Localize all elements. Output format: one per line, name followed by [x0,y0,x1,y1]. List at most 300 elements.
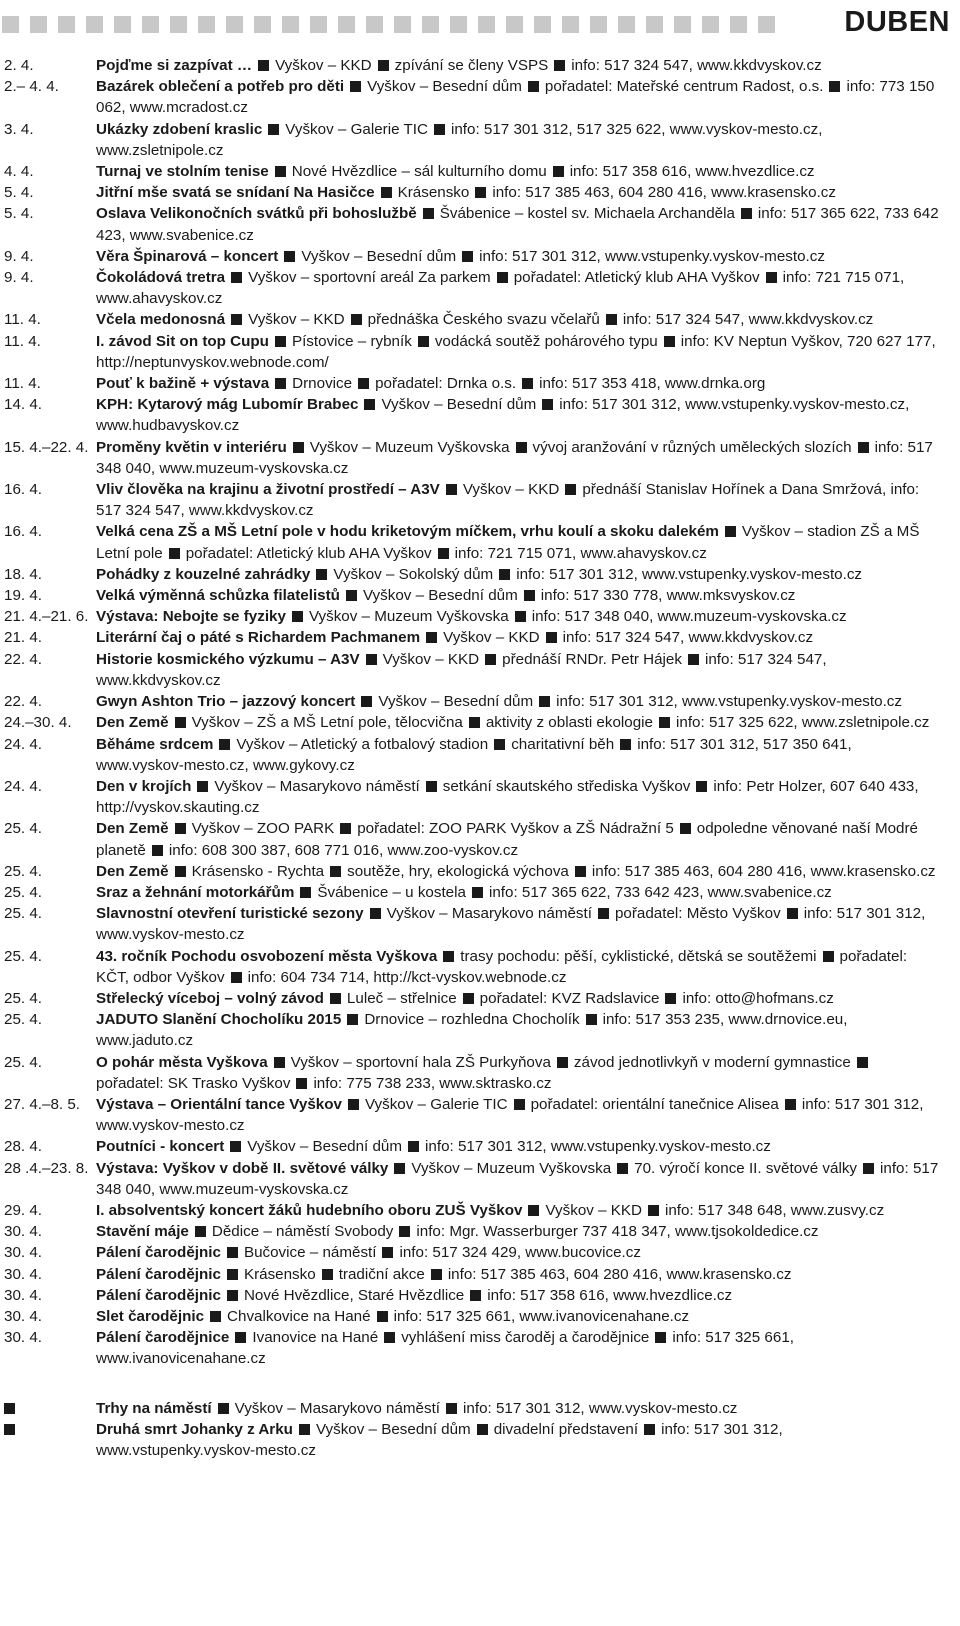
event-body [96,818,960,860]
separator-square-icon [175,717,186,728]
event-detail: pořadatel: ZOO PARK Vyškov a ZŠ Nádražní 5 [357,820,674,838]
event-body [96,882,960,903]
event-detail: Vyškov – KKD [248,311,345,329]
separator-square-icon [829,81,840,92]
event-detail: Vyškov – Galerie TIC [285,120,428,138]
event-date: 22. 4. [4,650,42,668]
separator-square-icon [659,717,670,728]
event-detail: přednáší Stanislav Hořínek a Dana Smržová, info: 517 324 547, www.kkdvyskov.cz [96,481,920,520]
event-detail: Bučovice – náměstí [243,1244,377,1262]
event-body [96,394,960,436]
event-body [96,119,960,161]
event-detail: Vyškov – ZOO PARK [191,820,335,838]
event-detail: Vyškov – Besední dům [247,1138,403,1156]
separator-square-icon [351,314,362,325]
event-body [96,1009,960,1051]
event-date: 30. 4. [4,1244,42,1262]
separator-square-icon [497,272,508,283]
separator-square-icon [863,1163,874,1174]
event-detail: Vyškov – Besední dům [362,587,518,605]
separator-square-icon [227,1290,238,1301]
event-detail: info: 517 330 778, www.mksvyskov.cz [540,587,796,605]
event-detail: setkání skautského střediska Vyškov [442,777,691,795]
event-row [0,734,960,776]
event-detail: info: Petr Holzer, 607 640 433, http://vyskov.skauting.cz [96,777,919,817]
separator-square-icon [175,866,186,877]
separator-square-icon [475,187,486,198]
event-row [0,394,960,436]
month-title: DUBEN [844,6,950,38]
event-title: Pojďme si zazpívat … [96,57,253,74]
separator-square-icon [378,60,389,71]
event-title: Druhá smrt Johanky z Arku [96,1420,293,1438]
event-title: Den v krojích [96,777,192,795]
separator-square-icon [426,632,437,643]
decorative-square [450,16,467,33]
event-body [96,649,960,691]
event-row [0,988,960,1009]
event-detail: 70. výročí konce II. světové války [634,1159,858,1177]
event-detail: odpoledne věnované naší Modré planetě [96,820,919,859]
event-date: 9. 4. [4,247,34,265]
event-date: 19. 4. [4,587,42,605]
event-title: Poutníci - koncert [96,1138,225,1156]
event-body [96,267,960,309]
event-title: Velká cena ZŠ a MŠ Letní pole v hodu kriketovým míčkem, vrhu koulí a skoku dalekém [96,523,719,541]
event-body [96,331,960,373]
event-date: 2. 4. [4,57,34,74]
event-detail: info: 517 365 622, 733 642 423, www.svabenice.cz [96,205,939,244]
event-row [0,627,960,648]
decorative-square [86,16,103,33]
event-body [96,1158,960,1200]
event-date: 28. 4. [4,1138,42,1156]
event-date: 16. 4. [4,523,42,541]
event-detail: přednáší RNDr. Petr Hájek [502,650,682,668]
event-date: 25. 4. [4,989,42,1007]
event-detail: aktivity z oblasti ekologie [485,714,654,732]
event-detail: info: 517 324 429, www.bucovice.cz [399,1244,641,1262]
separator-square-icon [293,442,304,453]
separator-square-icon [350,81,361,92]
event-detail: zpívání se členy VSPS [394,57,549,74]
decorative-square [198,16,215,33]
separator-square-icon [515,611,526,622]
decorative-square [30,16,47,33]
event-title: Ukázky zdobení kraslic [96,120,263,138]
event-detail: info: 517 301 312, www.vyskov-mesto.cz [96,905,926,944]
separator-square-icon [477,1424,488,1435]
event-detail: info: 517 301 312, www.vyskov-mesto.cz [463,1399,738,1417]
event-detail: Vyškov – sportovní hala ZŠ Purkyňova [290,1053,551,1071]
event-date: 29. 4. [4,1201,42,1219]
separator-square-icon [370,908,381,919]
decorative-square [170,16,187,33]
event-detail: info: 517 301 312, www.vstupenky.vyskov-mesto.cz [479,247,825,265]
event-detail: divadelní představení [493,1420,639,1438]
event-detail: Vyškov – Besední dům [367,78,522,96]
decorative-square [58,16,75,33]
event-row [0,76,960,118]
separator-square-icon [516,442,527,453]
separator-square-icon [787,908,798,919]
event-title: Pálení čarodějnic [96,1265,221,1283]
separator-square-icon [231,972,242,983]
event-detail: Vyškov – Besední dům [315,1420,471,1438]
event-body [96,55,960,76]
decorative-square [310,16,327,33]
event-row [0,309,960,330]
separator-square-icon [408,1141,419,1152]
separator-square-icon [644,1424,655,1435]
separator-square-icon [377,1311,388,1322]
separator-square-icon [524,590,535,601]
event-detail: charitativní běh [511,735,615,753]
separator-square-icon [462,251,473,262]
event-detail: vyhlášení miss čaroděj a čarodějnice [401,1329,650,1347]
event-detail: trasy pochodu: pěší, cyklistické, dětská se soutěžemi [460,947,817,965]
separator-square-icon [522,378,533,389]
separator-square-icon [443,951,454,962]
separator-square-icon [542,399,553,410]
separator-square-icon [268,124,279,135]
separator-square-icon [469,717,480,728]
event-row [0,585,960,606]
decorative-square [534,16,551,33]
separator-square-icon [528,81,539,92]
event-date: 24.–30. 4. [4,714,72,732]
decorative-square [506,16,523,33]
event-title: Pohádky z kouzelné zahrádky [96,565,311,583]
separator-square-icon [230,1141,241,1152]
event-list [0,55,960,1461]
event-detail: Vyškov – Muzeum Vyškovska [308,608,509,626]
separator-square-icon [227,1269,238,1280]
separator-square-icon [274,1057,285,1068]
event-body [96,691,960,712]
decorative-square [366,16,383,33]
separator-square-icon [361,696,372,707]
separator-square-icon [418,336,429,347]
event-title: Proměny květin v interiéru [96,438,287,456]
event-date: 14. 4. [4,396,42,414]
event-detail: info: 517 385 463, 604 280 416, www.krasensko.cz [492,184,836,202]
event-detail: info: 517 348 040, www.muzeum-vyskovska.cz [96,438,933,477]
event-body [96,946,960,988]
event-detail: info: Mgr. Wasserburger 737 418 347, www.tjsokoldedice.cz [416,1223,819,1241]
event-row [0,373,960,394]
event-detail: Vyškov – Galerie TIC [364,1095,508,1113]
event-title: Výstava: Vyškov v době II. světové války [96,1159,389,1177]
event-row [0,203,960,245]
event-detail: info: 517 358 616, www.hvezdlice.cz [569,163,815,181]
event-title: Běháme srdcem [96,735,214,753]
decorative-square [674,16,691,33]
event-detail: Vyškov – Masarykovo náměstí [234,1399,441,1417]
event-title: Výstava: Nebojte se fyziky [96,608,286,626]
event-title: Den Země [96,862,169,880]
event-detail: soutěže, hry, ekologická výchova [347,862,569,880]
separator-square-icon [617,1163,628,1174]
event-detail: info: 517 301 312, www.vstupenky.vyskov-mesto.cz [96,1420,783,1459]
event-detail: pořadatel: Atletický klub AHA Vyškov [513,269,760,287]
event-detail: Švábenice – u kostela [317,883,466,901]
event-date: 16. 4. [4,481,42,499]
event-date: 11. 4. [4,332,41,350]
decorative-square [562,16,579,33]
event-detail: tradiční akce [338,1265,425,1283]
event-body [96,1242,960,1263]
separator-square-icon [470,1290,481,1301]
event-title: Jitřní mše svatá se snídaní Na Hasičce [96,184,375,202]
event-body [96,1221,960,1242]
decorative-square [422,16,439,33]
event-date: 28 .4.–23. 8. [4,1159,89,1177]
event-row [0,861,960,882]
separator-square-icon [463,993,474,1004]
event-detail: vodácká soutěž pohárového typu [434,332,658,350]
event-title: Střelecký víceboj – volný závod [96,989,324,1007]
separator-square-icon [655,1332,666,1343]
separator-square-icon [858,442,869,453]
separator-square-icon [231,314,242,325]
event-detail: Vyškov – KKD [382,650,480,668]
event-date: 11. 4. [4,311,41,329]
event-date: 4. 4. [4,163,34,181]
event-date: 22. 4. [4,693,42,711]
event-body [96,1419,960,1461]
event-title: I. závod Sit on top Cupu [96,332,269,350]
event-title: Gwyn Ashton Trio – jazzový koncert [96,693,356,711]
event-date: 3. 4. [4,120,34,138]
decorative-square [226,16,243,33]
event-row [0,564,960,585]
event-date: 2.– 4. 4. [4,78,59,96]
event-body [96,373,960,394]
separator-square-icon [446,1403,457,1414]
event-detail: info: 517 301 312, www.vstupenky.vyskov-mesto.cz [516,565,863,583]
separator-square-icon [620,739,631,750]
event-detail: Vyškov – Besední dům [301,247,457,265]
event-body [96,182,960,203]
event-body [96,479,960,521]
event-detail: Vyškov – stadion ZŠ a MŠ Letní pole [96,523,920,562]
event-date: 24. 4. [4,777,42,795]
event-body [96,1327,960,1369]
event-date: 25. 4. [4,820,42,838]
decorative-square [702,16,719,33]
event-detail: info: otto@hofmans.cz [682,989,834,1007]
event-title: Historie kosmického výzkumu – A3V [96,650,360,668]
event-row [0,267,960,309]
event-detail: info: 773 150 062, www.mcradost.cz [96,78,935,117]
separator-square-icon [688,654,699,665]
event-detail: Vyškov – Atletický a fotbalový stadion [236,735,489,753]
event-row [0,1285,960,1306]
event-row [0,119,960,161]
event-body [96,1094,960,1136]
separator-square-icon [485,654,496,665]
event-detail: pořadatel: Atletický klub AHA Vyškov [185,544,432,562]
decorative-square [142,16,159,33]
decorative-square [114,16,131,33]
event-detail: info: 721 715 071, www.ahavyskov.cz [454,544,707,562]
event-detail: info: 517 301 312, 517 325 622, www.vyskov-mesto.cz, www.zsletnipole.cz [96,120,823,159]
separator-square-icon [565,484,576,495]
event-date: 5. 4. [4,184,34,202]
separator-square-icon [382,1247,393,1258]
event-body [96,903,960,945]
separator-square-icon [696,781,707,792]
event-detail: info: 517 348 040, www.muzeum-vyskovska.cz [531,608,847,626]
event-title: Výstava – Orientální tance Vyškov [96,1095,342,1113]
separator-square-icon [434,124,445,135]
event-body [96,861,960,882]
event-detail: info: 517 353 418, www.drnka.org [539,375,766,393]
square-bullet-icon [4,1403,15,1414]
event-row [0,946,960,988]
separator-square-icon [423,208,434,219]
event-row [0,1136,960,1157]
event-detail: Vyškov – Besední dům [381,396,537,414]
event-row [0,479,960,521]
separator-square-icon [152,845,163,856]
event-title: JADUTO Slanění Chocholíku 2015 [96,1011,342,1029]
separator-square-icon [235,1332,246,1343]
decorative-square [254,16,271,33]
event-body [96,712,960,733]
event-date: 25. 4. [4,1011,42,1029]
separator-square-icon [557,1057,568,1068]
event-title: Včela medonosná [96,311,226,329]
event-title: Pálení čarodějnic [96,1286,221,1304]
separator-square-icon [316,569,327,580]
decorative-square-strip [2,16,775,33]
event-detail: Vyškov – KKD [275,57,372,74]
event-title: Pálení čarodějnic [96,1244,221,1262]
event-detail: přednáška Českého svazu včelařů [367,311,600,329]
event-row [0,1094,960,1136]
separator-square-icon [499,569,510,580]
event-date: 25. 4. [4,883,42,901]
event-detail: info: 517 385 463, 604 280 416, www.krasensko.cz [447,1265,792,1283]
event-date: 11. 4. [4,375,41,393]
event-date: 30. 4. [4,1286,42,1304]
event-detail: info: 517 348 648, www.zusvy.cz [664,1201,885,1219]
event-detail: info: 517 301 312, www.vstupenky.vyskov-mesto.cz [425,1138,771,1156]
event-detail: info: 775 738 233, www.sktrasko.cz [313,1074,552,1092]
event-detail: info: 517 385 463, 604 280 416, www.krasensko.cz [591,862,936,880]
separator-square-icon [399,1226,410,1237]
event-detail: Dědice – náměstí Svobody [211,1223,394,1241]
event-title: Den Země [96,820,169,838]
event-title: I. absolventský koncert žáků hudebního oboru ZUŠ Vyškov [96,1201,523,1219]
decorative-square [478,16,495,33]
event-date: 30. 4. [4,1307,42,1325]
separator-square-icon [275,336,286,347]
event-date: 18. 4. [4,565,42,583]
separator-square-icon [231,272,242,283]
event-title: Čokoládová tretra [96,269,226,287]
event-detail: info: KV Neptun Vyškov, 720 627 177, http://neptunvyskov.webnode.com/ [96,332,936,371]
event-detail: závod jednotlivkyň v moderní gymnastice [573,1053,851,1071]
separator-square-icon [197,781,208,792]
event-detail: pořadatel: KČT, odbor Vyškov [96,947,908,986]
event-detail: Vyškov – ZŠ a MŠ Letní pole, tělocvična [191,714,463,732]
event-row [0,246,960,267]
event-detail: Vyškov – Masarykovo náměstí [386,905,592,923]
event-row [0,1327,960,1369]
event-row [0,1158,960,1200]
separator-square-icon [366,654,377,665]
separator-square-icon [348,1099,359,1110]
separator-square-icon [169,548,180,559]
event-date: 30. 4. [4,1223,42,1241]
separator-square-icon [292,611,303,622]
event-title: Den Země [96,714,169,732]
separator-square-icon [741,208,752,219]
square-bullet-icon [4,1424,15,1435]
event-body [96,1200,960,1221]
separator-square-icon [766,272,777,283]
event-detail: pořadatel: Drnka o.s. [375,375,517,393]
separator-square-icon [586,1014,597,1025]
separator-square-icon [785,1099,796,1110]
event-row [0,1221,960,1242]
event-date: 21. 4. [4,629,42,647]
event-row [0,882,960,903]
event-date: 5. 4. [4,205,34,223]
event-detail: info: 517 324 547, www.kkdvyskov.cz [96,650,827,689]
event-row [0,521,960,563]
event-title: Oslava Velikonočních svátků při bohoslužbě [96,205,417,223]
event-detail: info: 517 325 661, www.ivanovicenahane.cz [96,1329,794,1368]
event-date: 15. 4.–22. 4. [4,438,89,456]
event-body [96,1285,960,1306]
separator-square-icon [218,1403,229,1414]
event-body [96,1306,960,1327]
separator-square-icon [575,866,586,877]
event-body [96,161,960,182]
event-title: Trhy na náměstí [96,1399,212,1417]
event-detail: pořadatel: SK Trasko Vyškov [96,1074,291,1092]
event-detail: info: 517 301 312, www.vstupenky.vyskov-mesto.cz [556,693,902,711]
event-row [0,1200,960,1221]
event-detail: vývoj aranžování v různých uměleckých slozích [532,438,852,456]
event-detail: info: 517 353 235, www.drnovice.eu, www.jaduto.cz [96,1011,848,1050]
event-row [0,182,960,203]
event-title: Pálení čarodějnice [96,1329,230,1347]
event-row [0,437,960,479]
event-row [0,1052,960,1094]
event-detail: Pístovice – rybník [291,332,412,350]
event-row [0,903,960,945]
separator-square-icon [195,1226,206,1237]
event-detail: Krásensko [397,184,470,202]
event-detail: info: 517 324 547, www.kkdvyskov.cz [622,311,874,329]
event-detail: Nové Hvězdlice, Staré Hvězdlice [243,1286,465,1304]
event-detail: pořadatel: Mateřské centrum Radost, o.s. [544,78,824,96]
separator-square-icon [554,60,565,71]
event-body [96,246,960,267]
event-body [96,606,960,627]
separator-square-icon [426,781,437,792]
event-title: Literární čaj o páté s Richardem Pachmanem [96,629,421,647]
event-detail: Ivanovice na Hané [252,1329,379,1347]
decorative-square [758,16,775,33]
separator-square-icon [330,993,341,1004]
event-body [96,203,960,245]
